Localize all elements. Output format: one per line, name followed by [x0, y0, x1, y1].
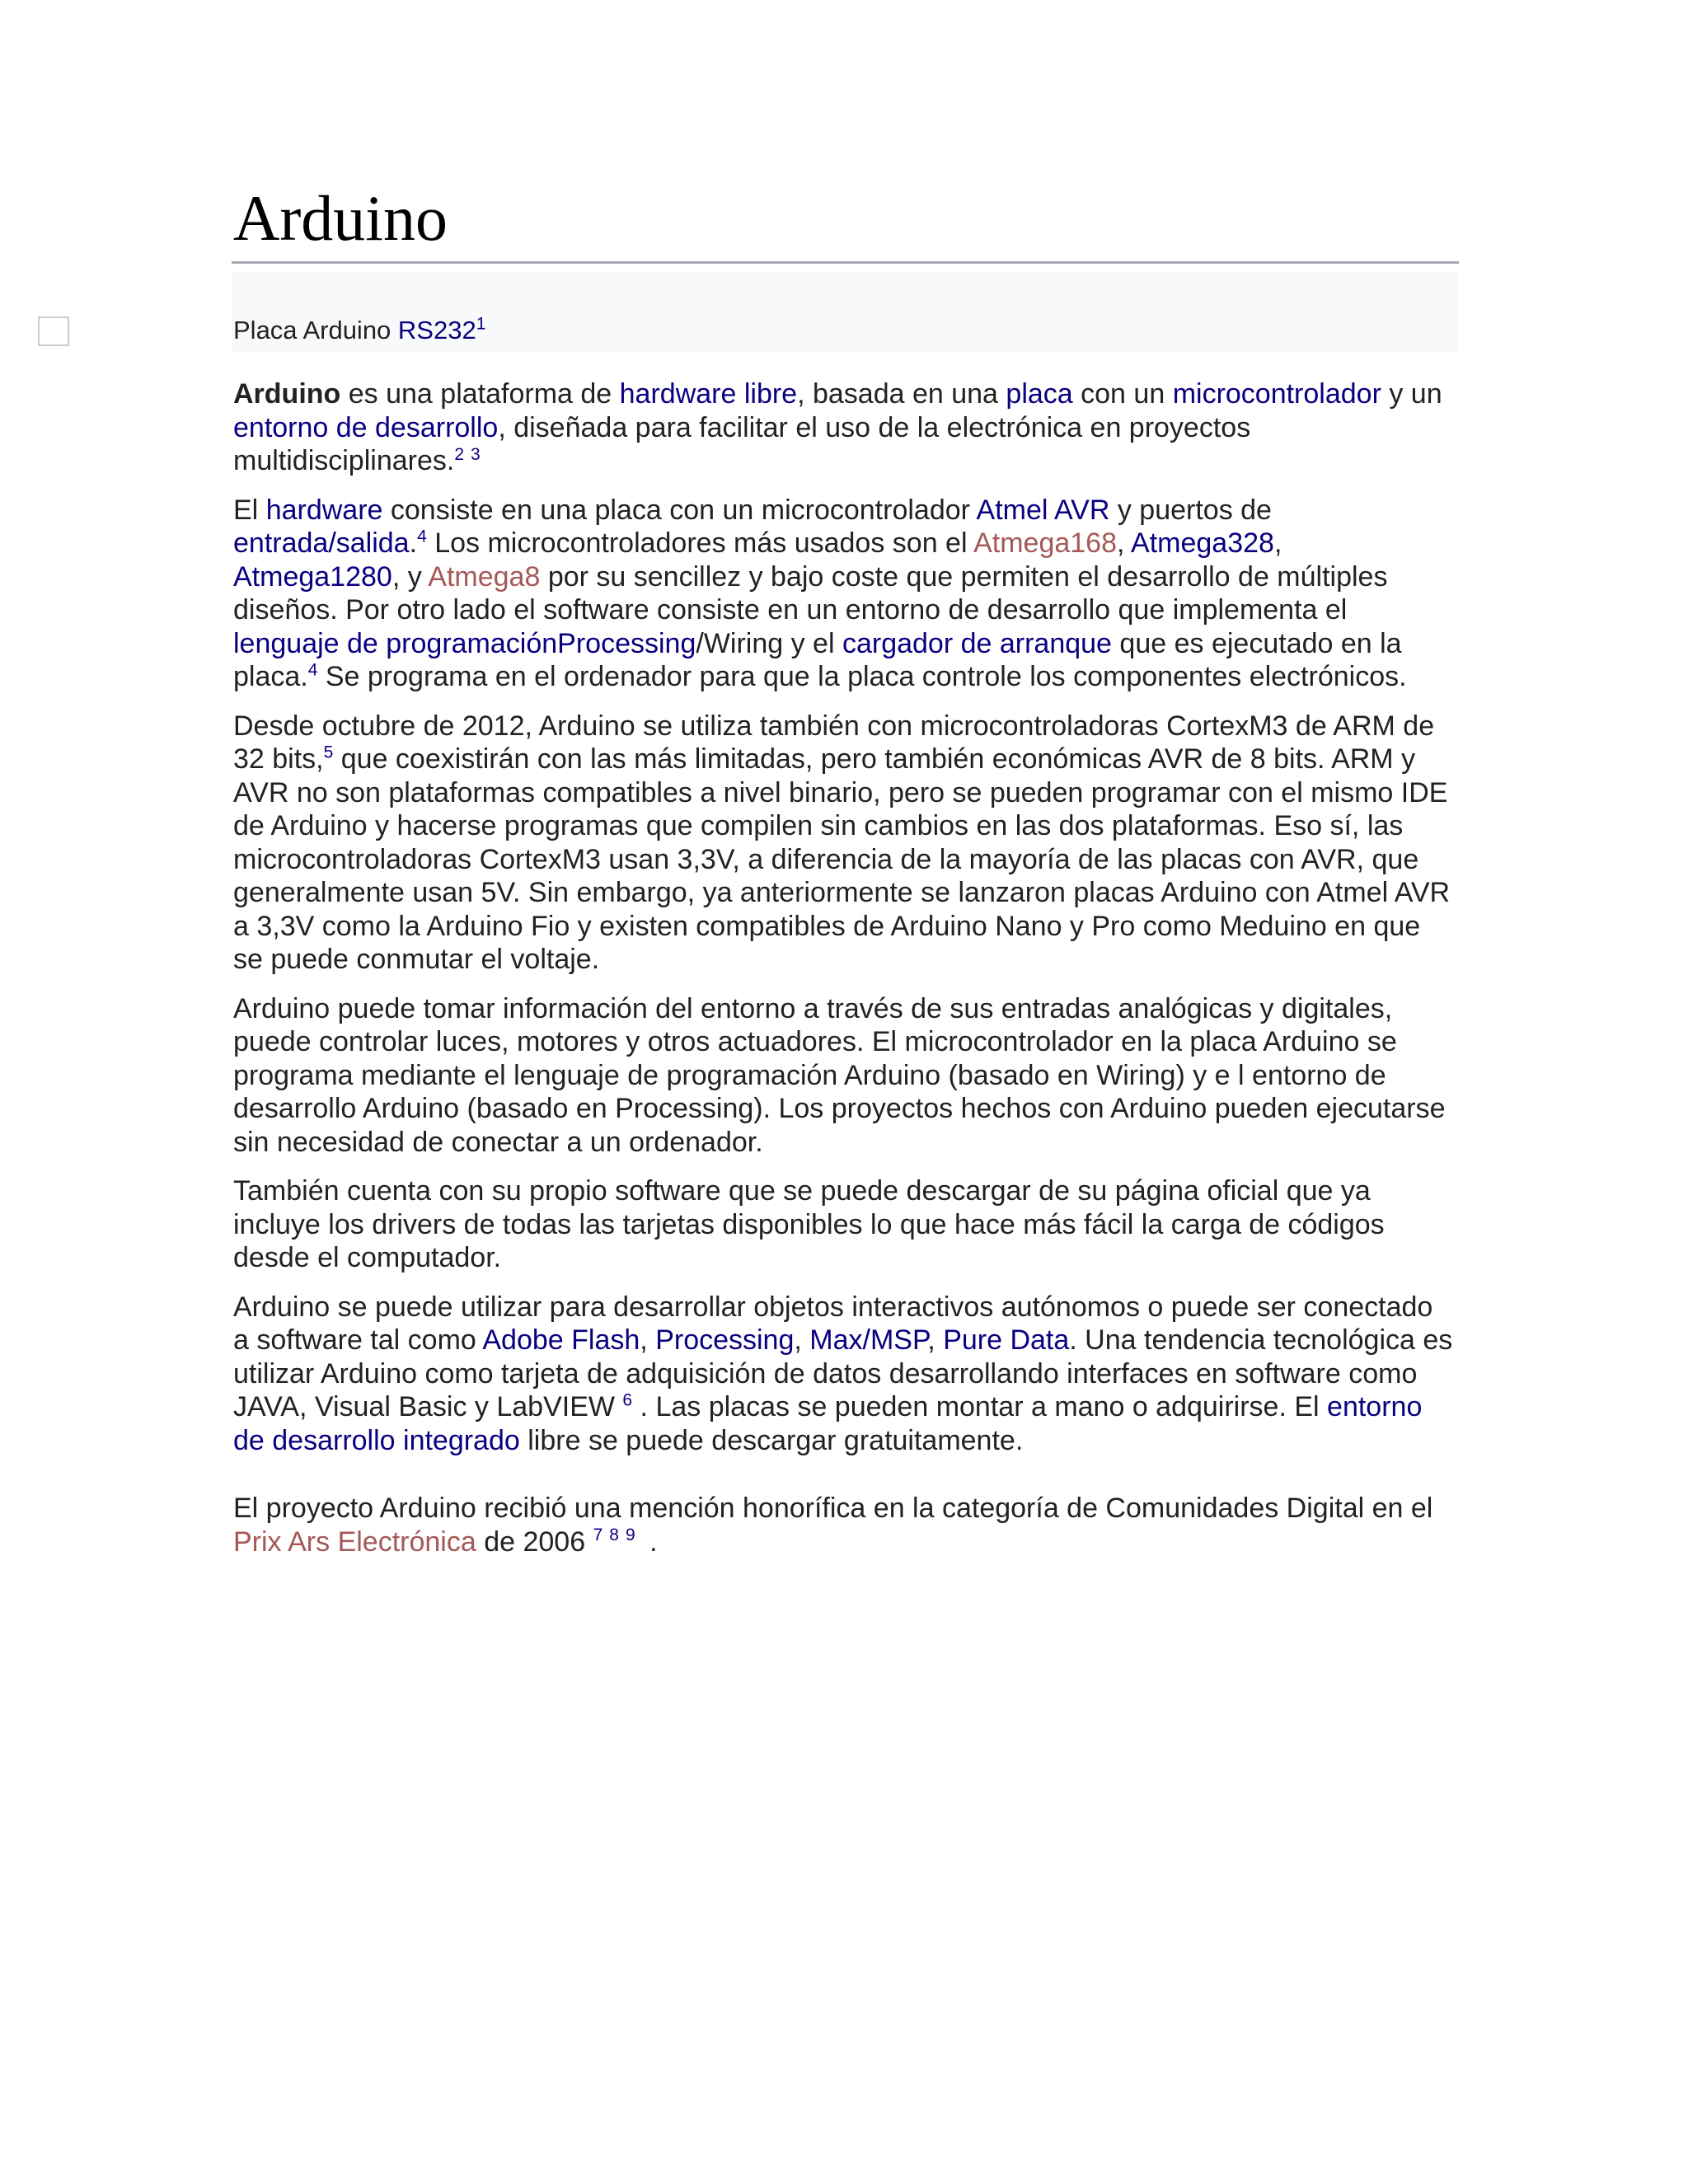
text: El: [233, 494, 266, 526]
link-entorno-de-desarrollo[interactable]: entorno de desarrollo: [233, 411, 499, 443]
ref-7[interactable]: 7: [593, 1526, 603, 1545]
page-title: Arduino: [233, 182, 448, 254]
link-adobe-flash[interactable]: Adobe Flash: [482, 1324, 640, 1356]
link-processing[interactable]: Processing: [557, 627, 696, 659]
text: . Una tendencia tecnológica es utilizar Arduino como tarjeta de adquisición de datos desarrollando interfaces en software como JAVA, Visual Basic y LabVIEW: [233, 1324, 1453, 1422]
link-pure-data[interactable]: Pure Data: [943, 1324, 1070, 1356]
text: por su sencillez y bajo coste que permiten el desarrollo de múltiples diseños. Por otro lado el software consiste en un entorno de desarrollo que implementa el: [233, 560, 1388, 626]
text: /Wiring y el: [696, 627, 842, 659]
ref-2-3: [454, 445, 486, 464]
ref-4[interactable]: 4: [417, 527, 427, 546]
broken-image-icon[interactable]: [38, 316, 69, 346]
ref-2[interactable]: 2: [454, 444, 465, 464]
text: Desde octubre de 2012, Arduino se utiliza también con microcontroladoras CortexM3 de ARM de 32 bits,: [233, 710, 1435, 775]
paragraph-entorno: Arduino puede tomar información del entorno a través de sus entradas analógicas y digitales, puede controlar luces, motores y otros actuadores. El microcontrolador en la placa Arduino se programa mediante el lenguaje de programación Arduino (basado en Wiring) y e l entorno de desarrollo Arduino (basado en Processing). Los proyectos hechos con Arduino pueden ejecutarse sin necesidad de conectar a un ordenador.: [233, 992, 1446, 1158]
paragraph-interactivos: [233, 1291, 1453, 1458]
link-atmega328[interactable]: Atmega328: [1131, 527, 1274, 559]
text: , diseñada para facilitar el uso de la electrónica en proyectos multidisciplinares.: [233, 411, 1251, 476]
text: ,: [794, 1324, 810, 1356]
text: ,: [640, 1324, 656, 1356]
text: El proyecto Arduino recibió una mención honorífica en la categoría de Comunidades Digital en el: [233, 1493, 1433, 1524]
text: libre se puede descargar gratuitamente.: [519, 1424, 1024, 1456]
link-hardware-libre[interactable]: hardware libre: [619, 378, 798, 410]
link-rs232[interactable]: RS232: [397, 316, 476, 344]
link-placa[interactable]: placa: [1006, 378, 1073, 410]
text: y un: [1381, 378, 1442, 410]
text: ,: [1117, 527, 1132, 559]
text: Se programa en el ordenador para que la placa controle los componentes electrónicos.: [317, 661, 1407, 692]
ref-1[interactable]: 1: [476, 314, 486, 334]
text: consiste en una placa con un microcontrolador: [382, 494, 977, 526]
link-processing-2[interactable]: Processing: [655, 1324, 795, 1356]
caption-text: Placa Arduino: [233, 316, 398, 344]
link-max-msp[interactable]: Max/MSP: [809, 1324, 928, 1356]
link-entrada-salida[interactable]: entrada/salida: [233, 527, 410, 559]
ref-3[interactable]: 3: [471, 444, 481, 464]
text: ,: [1273, 527, 1282, 559]
text: , basada en una: [797, 378, 1006, 410]
text: Arduino se puede utilizar para desarrollar objetos interactivos autónomos o puede ser conectado a software tal como: [233, 1291, 1433, 1356]
text: con un: [1072, 378, 1173, 410]
ref-4b[interactable]: 4: [307, 660, 318, 680]
text: . Las placas se pueden montar a mano o adquirirse. El: [632, 1391, 1328, 1422]
link-prix-ars-electronica[interactable]: Prix Ars Electrónica: [233, 1526, 476, 1558]
text: .: [409, 527, 418, 559]
paragraph-prix: [233, 1492, 1453, 1558]
title-divider: [232, 261, 1459, 264]
text: es una plataforma de: [340, 378, 620, 410]
link-atmega8[interactable]: Atmega8: [428, 560, 541, 593]
text: de 2006: [476, 1526, 593, 1558]
text: .: [641, 1526, 658, 1558]
link-atmega1280[interactable]: Atmega1280: [233, 560, 392, 593]
text: ,: [927, 1324, 944, 1356]
link-lenguaje-de-programacion[interactable]: lenguaje de programación: [233, 627, 558, 659]
ref-7-8-9: [593, 1526, 642, 1544]
link-hardware[interactable]: hardware: [265, 494, 383, 526]
infobox-caption: [233, 315, 485, 345]
infobox: [232, 272, 1459, 353]
link-atmel-avr[interactable]: Atmel AVR: [976, 494, 1110, 526]
text: y puertos de: [1109, 494, 1272, 526]
ref-8[interactable]: 8: [609, 1526, 619, 1545]
paragraph-software: También cuenta con su propio software que se puede descargar de su página oficial que ya incluye los drivers de todas las tarjetas disponibles lo que hace más fácil la carga de códigos desde el computador.: [233, 1175, 1385, 1273]
text: que coexistirán con las más limitadas, pero también económicas AVR de 8 bits. ARM y AVR no son plataformas compatibles a nivel binario, pero se pueden programar con el mismo IDE de Arduino y hacerse programas que compilen sin cambios en las dos plataformas. Eso sí, las microcontroladoras CortexM3 usan 3,3V, a diferencia de la mayoría de las placas con AVR, que generalmente usan 5V. Sin embargo, ya anteriormente se lanzaron placas Arduino con Atmel AVR a 3,3V como la Arduino Fio y existen compatibles de Arduino Nano y Pro como Meduino en que se puede conmutar el voltaje.: [233, 743, 1451, 975]
bold-term: Arduino: [233, 378, 341, 410]
paragraph-cortexm3: [233, 710, 1453, 977]
paragraph-hardware: [233, 494, 1453, 694]
text: , y: [392, 560, 429, 593]
link-microcontrolador[interactable]: microcontrolador: [1172, 378, 1381, 410]
ref-5[interactable]: 5: [323, 743, 334, 762]
link-cargador-de-arranque[interactable]: cargador de arranque: [842, 627, 1112, 659]
link-atmega168[interactable]: Atmega168: [973, 527, 1117, 559]
ref-9[interactable]: 9: [625, 1526, 635, 1545]
text: Los microcontroladores más usados son el: [426, 527, 974, 559]
article-body: [233, 377, 1453, 1574]
link-entorno-de-desarrollo-integrado[interactable]: entorno de desarrollo integrado: [233, 1391, 1423, 1456]
ref-6[interactable]: 6: [622, 1390, 633, 1410]
paragraph-intro: [233, 377, 1453, 478]
text: que es ejecutado en la placa.: [233, 627, 1402, 692]
